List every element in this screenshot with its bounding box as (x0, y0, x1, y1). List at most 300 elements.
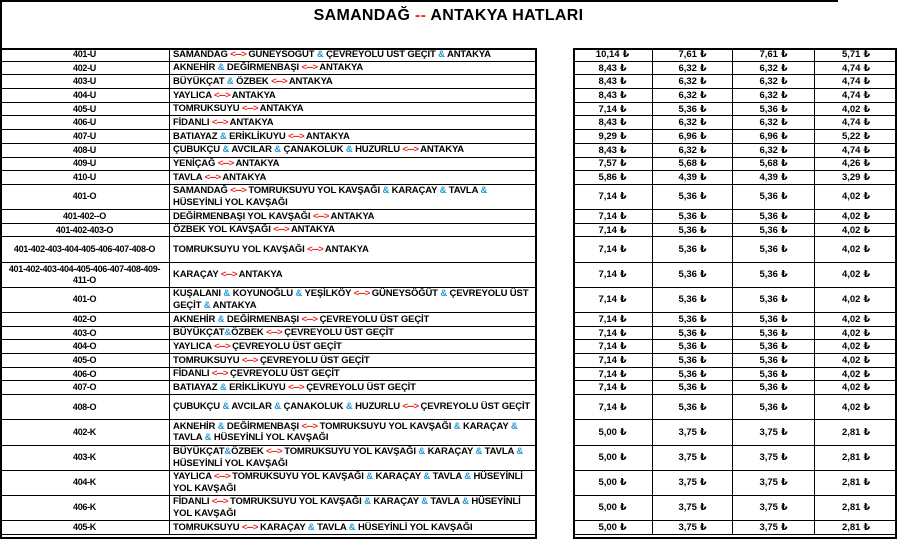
fare-value: 6,96 (678, 130, 697, 142)
currency-symbol: ₺ (699, 354, 707, 366)
route-segment: ÖZBEK (233, 75, 272, 87)
fare-cell (653, 471, 733, 496)
fare-cell (733, 185, 815, 210)
route-segment: KARAÇAY (373, 471, 424, 483)
fare-value: 4,02 (841, 269, 861, 281)
fare-value: 7,14 (598, 191, 617, 203)
fare-cell (815, 116, 897, 130)
table-gap-spacer (536, 185, 573, 210)
currency-symbol: ₺ (619, 452, 627, 464)
route-arrow-symbol: <---> (211, 496, 228, 508)
route-segment: ÇANAKOLUK (281, 401, 346, 413)
currency-symbol: ₺ (699, 368, 707, 380)
fare-value: 4,02 (841, 327, 861, 339)
fare-value: 6,32 (759, 89, 778, 101)
route-ampersand-symbol: & (480, 185, 488, 197)
fare-cell (573, 420, 653, 445)
fare-value: 4,02 (841, 368, 861, 380)
fare-cell (573, 144, 653, 158)
fare-cell (573, 237, 653, 262)
table-gap-spacer (536, 158, 573, 172)
route-segment: TOMRUKSUYU (173, 521, 242, 533)
fare-value: 8,43 (598, 89, 617, 101)
fare-value: 2,81 (841, 477, 861, 489)
fare-value: 5,36 (759, 341, 778, 353)
currency-symbol: ₺ (622, 48, 630, 60)
route-ampersand-symbol: & (316, 48, 324, 60)
fare-cell (573, 62, 653, 76)
route-segment: KARAÇAY (370, 496, 422, 508)
fare-cell (815, 446, 897, 471)
route-ampersand-symbol: & (203, 299, 211, 311)
fare-value: 7,14 (598, 368, 617, 380)
fare-value: 4,26 (841, 158, 861, 170)
route-segment: ANTAKYA (233, 158, 280, 170)
fare-cell (653, 144, 733, 158)
route-segment: AKNEHİR (173, 62, 218, 74)
currency-symbol: ₺ (619, 224, 627, 236)
route-arrow-symbol: <---> (214, 89, 230, 101)
fare-value: 6,32 (678, 89, 697, 101)
fare-value: 5,36 (759, 269, 778, 281)
fare-value: 3,75 (678, 452, 697, 464)
table-gap-spacer (536, 75, 573, 89)
fare-cell (653, 103, 733, 117)
currency-symbol: ₺ (699, 89, 707, 101)
route-arrow-symbol: <---> (312, 210, 329, 222)
route-segment: BÜYÜKÇAT (173, 327, 225, 339)
route-segment: ANTAKYA (286, 75, 333, 87)
route-segment: HÜSEYİNLİ YOL KAVŞAĞI (173, 471, 523, 494)
currency-symbol: ₺ (863, 294, 871, 306)
route-segment: FİDANLI (173, 368, 212, 380)
route-segment: SAMANDAĞ (173, 48, 231, 60)
route-segment: TOMRUKSUYU (173, 354, 242, 366)
fare-cell (815, 521, 897, 535)
fare-value: 7,14 (598, 244, 617, 256)
fare-value: 6,32 (678, 76, 697, 88)
fare-cell (733, 158, 815, 172)
route-arrow-symbol: <---> (353, 288, 370, 300)
currency-symbol: ₺ (863, 502, 871, 514)
route-code-cell: 407-O (0, 381, 170, 395)
route-ampersand-symbol: & (439, 185, 447, 197)
table-gap-spacer (536, 263, 573, 288)
fare-value: 5,36 (759, 210, 778, 222)
route-code-cell: 401-402--O (0, 210, 170, 224)
fare-cell (573, 521, 653, 535)
route-code-cell: 409-U (0, 158, 170, 172)
table-gap-spacer (536, 224, 573, 238)
route-ampersand-symbol: & (464, 471, 471, 483)
fare-value: 4,74 (841, 89, 861, 101)
currency-symbol: ₺ (780, 144, 788, 156)
route-segment: KARAÇAY (425, 446, 476, 458)
route-segment: TOMRUKSUYU YOL KAVŞAĞI (245, 185, 383, 197)
route-arrow-symbol: <---> (301, 62, 318, 74)
fare-cell (653, 313, 733, 327)
fare-cell (815, 130, 897, 144)
currency-symbol: ₺ (619, 191, 627, 203)
fare-cell (733, 368, 815, 382)
table-gap-spacer (536, 327, 573, 341)
currency-symbol: ₺ (619, 89, 627, 101)
route-segment: ANTAKYA (210, 299, 257, 311)
fare-cell (733, 237, 815, 262)
table-gap-spacer (536, 340, 573, 354)
currency-symbol: ₺ (699, 224, 707, 236)
route-segment: TOMRUKSUYU YOL KAVŞAĞI (229, 471, 367, 483)
currency-symbol: ₺ (780, 327, 788, 339)
route-arrow-symbol: <---> (211, 117, 228, 129)
route-segment: TOMRUKSUYU (173, 103, 242, 115)
title-separator-dashes: -- (415, 7, 427, 24)
fare-cell (653, 420, 733, 445)
table-gap-spacer (536, 103, 573, 117)
currency-symbol: ₺ (619, 144, 627, 156)
route-segment: ANTAKYA (236, 268, 283, 280)
route-segment: ÇEVREYOLU ÜST GEÇİT (173, 288, 529, 311)
fare-value: 5,36 (678, 294, 697, 306)
fare-value: 4,02 (841, 244, 861, 256)
fare-value: 4,74 (841, 117, 861, 129)
fare-value: 5,36 (678, 354, 697, 366)
currency-symbol: ₺ (863, 382, 871, 394)
route-description-cell (170, 395, 536, 420)
route-description-cell (170, 116, 536, 130)
fare-value: 4,02 (841, 224, 861, 236)
currency-symbol: ₺ (863, 224, 871, 236)
route-description-cell (170, 224, 536, 238)
fare-value: 5,71 (841, 48, 861, 60)
fare-cell (815, 327, 897, 341)
fare-value: 5,36 (759, 368, 778, 380)
route-ampersand-symbol: & (382, 185, 390, 197)
currency-symbol: ₺ (699, 130, 707, 142)
route-arrow-symbol: <---> (288, 130, 304, 142)
route-ampersand-symbol: & (204, 432, 212, 444)
fare-cell (733, 521, 815, 535)
route-description-cell (170, 327, 536, 341)
currency-symbol: ₺ (780, 426, 788, 438)
route-segment: TAVLA (314, 521, 349, 533)
currency-symbol: ₺ (699, 502, 707, 514)
currency-symbol: ₺ (619, 477, 627, 489)
fare-value: 3,75 (678, 521, 697, 533)
fare-value: 5,86 (598, 172, 617, 184)
route-arrow-symbol: <---> (307, 243, 323, 255)
fare-value: 5,36 (678, 244, 697, 256)
route-segment: AVCILAR (229, 401, 275, 413)
fare-value: 4,02 (841, 401, 861, 413)
fare-cell (815, 210, 897, 224)
fare-value: 4,02 (841, 294, 861, 306)
fare-value: 7,14 (598, 382, 617, 394)
route-segment: ÇEVREYOLU ÜST GEÇİT (303, 382, 416, 394)
fare-cell (815, 420, 897, 445)
route-segment: TOMRUKSUYU YOL KAVŞAĞI (317, 420, 454, 432)
fare-value: 7,14 (598, 103, 617, 115)
currency-symbol: ₺ (863, 172, 871, 184)
currency-symbol: ₺ (699, 521, 707, 533)
route-arrow-symbol: <---> (214, 471, 230, 483)
route-code-cell: 401-402-403-O (0, 224, 170, 238)
table-gap-spacer (536, 381, 573, 395)
table-gap-spacer (536, 48, 573, 62)
fare-value: 8,43 (598, 117, 617, 129)
routes-and-fares-table (0, 48, 897, 535)
route-segment: HÜSEYİNLİ YOL KAVŞAĞI (211, 432, 329, 444)
fare-value: 5,36 (759, 401, 778, 413)
route-code-cell: 403-O (0, 327, 170, 341)
fare-value: 4,02 (841, 341, 861, 353)
route-segment: TAVLA (427, 496, 463, 508)
route-segment: HÜSEYİNLİ YOL KAVŞAĞI (173, 496, 521, 519)
fare-cell (573, 471, 653, 496)
fare-cell (733, 381, 815, 395)
route-arrow-symbol: <---> (301, 313, 318, 325)
fare-cell (653, 116, 733, 130)
route-segment: TAVLA (173, 171, 205, 183)
currency-symbol: ₺ (863, 158, 871, 170)
fare-value: 4,39 (678, 172, 697, 184)
fare-cell (815, 62, 897, 76)
fare-cell (653, 395, 733, 420)
fare-cell (573, 395, 653, 420)
fare-cell (815, 48, 897, 62)
route-segment: ANTAKYA (317, 62, 364, 74)
route-arrow-symbol: <---> (214, 340, 230, 352)
fare-cell (733, 89, 815, 103)
currency-symbol: ₺ (619, 313, 627, 325)
fare-cell (815, 263, 897, 288)
route-code-cell: 401-U (0, 48, 170, 62)
route-ampersand-symbol: & (348, 521, 356, 533)
route-segment: TOMRUKSUYU YOL KAVŞAĞI (173, 243, 308, 255)
currency-symbol: ₺ (619, 502, 627, 514)
fare-value: 5,36 (678, 368, 697, 380)
route-segment: DEĞİRMENBAŞI (224, 420, 302, 432)
fare-value: 6,32 (678, 62, 697, 74)
route-segment: YENİÇAĞ (173, 158, 218, 170)
route-ampersand-symbol: & (421, 496, 428, 508)
currency-symbol: ₺ (863, 48, 871, 60)
fare-value: 8,43 (598, 76, 617, 88)
fare-value: 5,36 (759, 313, 778, 325)
currency-symbol: ₺ (863, 452, 871, 464)
fare-cell (573, 327, 653, 341)
currency-symbol: ₺ (699, 341, 707, 353)
fare-cell (573, 263, 653, 288)
currency-symbol: ₺ (863, 103, 871, 115)
fare-value: 8,43 (598, 144, 617, 156)
route-description-cell (170, 48, 536, 62)
route-segment: ANTAKYA (257, 103, 304, 115)
table-gap-spacer (536, 130, 573, 144)
fare-value: 3,75 (759, 426, 778, 438)
currency-symbol: ₺ (619, 426, 627, 438)
route-description-cell (170, 521, 536, 535)
fare-cell (573, 185, 653, 210)
route-segment: YEŞİLKÖY (302, 288, 354, 300)
route-segment: DEĞİRMENBAŞI YOL KAVŞAĞI (173, 210, 313, 222)
table-gap-spacer (536, 288, 573, 313)
route-description-cell (170, 62, 536, 76)
fare-value: 5,36 (759, 224, 778, 236)
route-code-cell: 410-U (0, 171, 170, 185)
table-gap-spacer (536, 521, 573, 535)
currency-symbol: ₺ (780, 521, 788, 533)
fare-value: 3,75 (678, 426, 697, 438)
currency-symbol: ₺ (619, 341, 627, 353)
route-segment: ÇUBUKÇU (173, 401, 223, 413)
currency-symbol: ₺ (863, 76, 871, 88)
currency-symbol: ₺ (780, 76, 788, 88)
route-code-cell: 403-K (0, 446, 170, 471)
fare-value: 5,36 (759, 294, 778, 306)
route-arrow-symbol: <---> (402, 144, 419, 156)
route-description-cell (170, 89, 536, 103)
route-segment: AKNEHİR (173, 420, 218, 432)
route-segment: FİDANLI (173, 117, 212, 129)
route-ampersand-symbol: & (274, 401, 281, 413)
fare-cell (653, 354, 733, 368)
fare-value: 6,32 (759, 144, 778, 156)
currency-symbol: ₺ (699, 191, 707, 203)
fare-cell (573, 224, 653, 238)
fare-cell (653, 62, 733, 76)
route-ampersand-symbol: & (366, 471, 373, 483)
currency-symbol: ₺ (863, 269, 871, 281)
currency-symbol: ₺ (619, 103, 627, 115)
fare-cell (573, 130, 653, 144)
fare-value: 5,36 (678, 327, 697, 339)
route-segment: TOMRUKSUYU YOL KAVŞAĞI (281, 446, 419, 458)
route-description-cell (170, 368, 536, 382)
fare-cell (573, 171, 653, 185)
table-gap-spacer (536, 471, 573, 496)
fare-value: 5,68 (759, 158, 778, 170)
route-description-cell (170, 130, 536, 144)
table-gap-spacer (536, 210, 573, 224)
route-ampersand-symbol: & (217, 313, 225, 325)
fare-value: 7,61 (678, 48, 697, 60)
route-description-cell (170, 158, 536, 172)
fare-value: 7,14 (598, 341, 617, 353)
table-gap-spacer (536, 89, 573, 103)
fare-value: 5,00 (598, 502, 617, 514)
route-segment: ANTAKYA (322, 243, 369, 255)
fare-cell (573, 103, 653, 117)
route-description-cell (170, 354, 536, 368)
fare-value: 5,36 (759, 327, 778, 339)
currency-symbol: ₺ (863, 244, 871, 256)
currency-symbol: ₺ (780, 477, 788, 489)
currency-symbol: ₺ (619, 210, 627, 222)
fare-cell (733, 62, 815, 76)
route-ampersand-symbol: & (516, 446, 524, 458)
currency-symbol: ₺ (699, 103, 707, 115)
route-segment: ANTAKYA (229, 89, 276, 101)
route-ampersand-symbol: & (418, 446, 426, 458)
route-description-cell (170, 210, 536, 224)
fare-value: 3,75 (759, 502, 778, 514)
currency-symbol: ₺ (780, 210, 788, 222)
fare-cell (733, 224, 815, 238)
fare-cell (815, 185, 897, 210)
route-segment: FİDANLI (173, 496, 212, 508)
route-description-cell (170, 75, 536, 89)
currency-symbol: ₺ (780, 401, 788, 413)
currency-symbol: ₺ (780, 294, 788, 306)
route-segment: ÇUBUKÇU (173, 144, 223, 156)
fare-value: 5,00 (598, 521, 617, 533)
route-ampersand-symbol: & (345, 144, 353, 156)
currency-symbol: ₺ (780, 244, 788, 256)
route-segment: TAVLA (482, 446, 517, 458)
route-ampersand-symbol: & (217, 420, 225, 432)
fare-value: 4,02 (841, 210, 861, 222)
fare-value: 4,39 (759, 172, 778, 184)
route-segment: AVCILAR (229, 144, 275, 156)
route-arrow-symbol: <---> (301, 420, 318, 432)
route-segment: KARAÇAY (257, 521, 308, 533)
fare-value: 3,75 (759, 477, 778, 489)
currency-symbol: ₺ (619, 354, 627, 366)
table-gap-spacer (536, 354, 573, 368)
route-segment: ÇEVREYOLU ÜST GEÇİT (281, 327, 394, 339)
route-arrow-symbol: <---> (204, 171, 221, 183)
route-segment: GÜNEYSÖĞÜT (369, 288, 441, 300)
route-segment: TOMRUKSUYU YOL KAVŞAĞI (227, 496, 365, 508)
fare-cell (733, 395, 815, 420)
fare-cell (733, 48, 815, 62)
route-description-cell (170, 288, 536, 313)
route-arrow-symbol: <---> (241, 521, 258, 533)
currency-symbol: ₺ (619, 269, 627, 281)
fare-cell (733, 313, 815, 327)
route-code-cell: 404-O (0, 340, 170, 354)
fare-value: 4,02 (841, 103, 861, 115)
fare-value: 5,68 (678, 158, 697, 170)
currency-symbol: ₺ (619, 327, 627, 339)
route-code-cell: 401-O (0, 185, 170, 210)
currency-symbol: ₺ (699, 62, 707, 74)
fare-value: 9,29 (598, 130, 617, 142)
fare-value: 5,00 (598, 426, 617, 438)
route-ampersand-symbol: & (224, 446, 232, 458)
fare-value: 6,32 (678, 144, 697, 156)
route-arrow-symbol: <---> (211, 368, 228, 380)
route-segment: HUZURLU (352, 144, 403, 156)
fare-cell (733, 144, 815, 158)
fare-cell (573, 158, 653, 172)
fare-cell (653, 381, 733, 395)
route-code-cell: 401-O (0, 288, 170, 313)
fare-cell (815, 381, 897, 395)
table-gap-spacer (536, 368, 573, 382)
currency-symbol: ₺ (699, 327, 707, 339)
fare-cell (653, 521, 733, 535)
fare-value: 5,36 (678, 191, 697, 203)
fare-cell (653, 210, 733, 224)
fare-value: 3,75 (759, 452, 778, 464)
fare-cell (653, 368, 733, 382)
currency-symbol: ₺ (863, 426, 871, 438)
route-ampersand-symbol: & (224, 327, 232, 339)
currency-symbol: ₺ (863, 341, 871, 353)
route-ampersand-symbol: & (222, 401, 230, 413)
